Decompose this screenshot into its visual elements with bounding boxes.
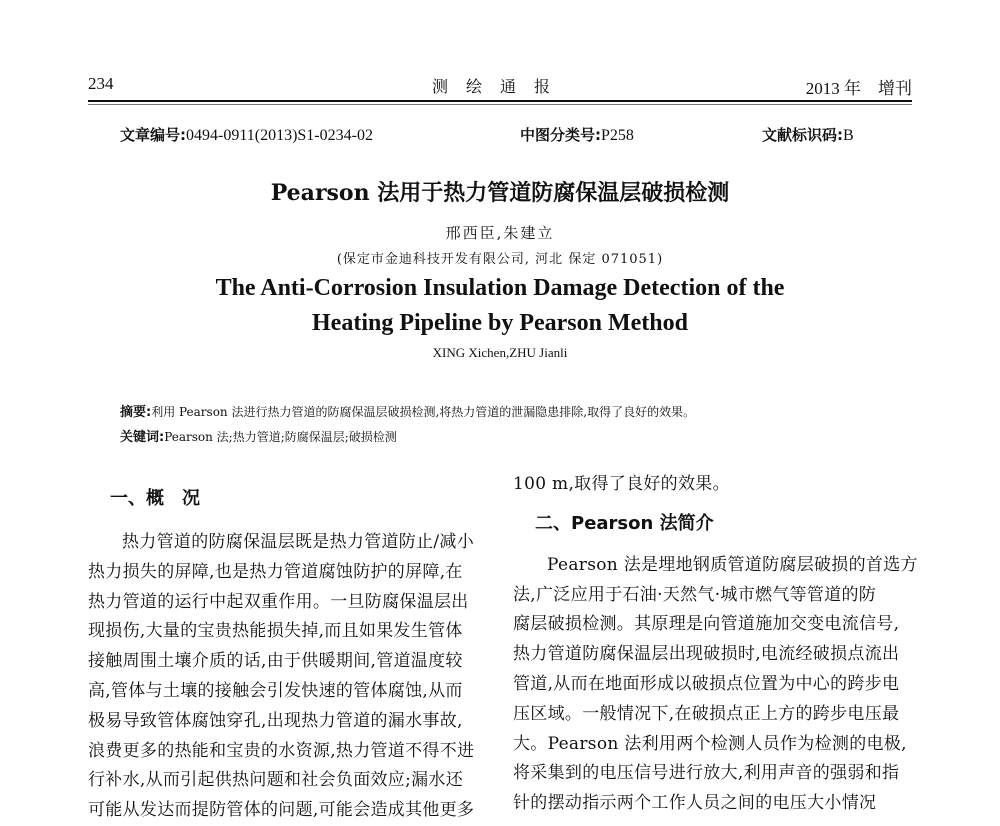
title-english-line-1: The Anti-Corrosion Insulation Damage Detection of the <box>215 275 785 301</box>
keywords <box>120 425 940 450</box>
title-english-line-2: Heating Pipeline by Pearson Method <box>312 310 688 336</box>
title-chinese: Pearson 法用于热力管道防腐保温层破损检测 <box>270 180 730 206</box>
document-code <box>762 124 854 145</box>
doc-code-label: 文献标识码: <box>762 126 843 144</box>
paragraph-line: 行补水,从而引起供热问题和社会负面效应;漏水还 <box>88 770 464 791</box>
abstract <box>120 400 940 425</box>
paragraph-line: 针的摆动指示两个工作人员之间的电压大小情况 <box>513 793 877 814</box>
header-rule-thin <box>88 104 912 105</box>
abstract-label: 摘要: <box>120 405 152 420</box>
paragraph-line: 压区域。一般情况下,在破损点正上方的跨步电压最 <box>513 703 900 724</box>
clc-label: 中图分类号: <box>520 126 601 144</box>
running-header <box>88 74 912 96</box>
section-heading-pearson-intro: 二、Pearson 法简介 <box>535 512 714 534</box>
paragraph-line: 极易导致管体腐蚀穿孔,出现热力管道的漏水事故, <box>88 710 463 731</box>
paragraph-line: 腐层破损检测。其原理是向管道施加交变电流信号, <box>513 614 900 635</box>
paragraph-line: 热力管道的运行中起双重作用。一旦防腐保温层出 <box>88 591 469 612</box>
clc-number <box>520 124 634 145</box>
left-column <box>88 470 493 826</box>
clc-value: P258 <box>601 127 634 144</box>
journal-name: 测绘通报 <box>431 77 568 96</box>
abstract-text: 利用 Pearson 法进行热力管道的防腐保温层破损检测,将热力管道的泄漏隐患排除,取得了良好的效果。 <box>151 405 696 419</box>
continued-paragraph-line: 100 m,取得了良好的效果。 <box>513 474 730 494</box>
affiliation-chinese: (保定市金迪科技开发有限公司, 河北 保定 071051) <box>336 252 664 267</box>
article-metadata <box>120 124 880 146</box>
keywords-text: Pearson 法;热力管道;防腐保温层;破损检测 <box>164 430 397 444</box>
right-column <box>513 470 918 819</box>
paragraph-line: 大。Pearson 法利用两个检测人员作为检测的电极, <box>513 733 907 754</box>
paragraph-line: 高,管体与土壤的接触会引发快速的管体腐蚀,从而 <box>88 680 463 701</box>
paragraph-line: Pearson 法是埋地钢质管道防腐层破损的首选方 <box>547 554 918 575</box>
page-number: 234 <box>88 74 114 93</box>
header-rule <box>88 100 912 102</box>
doc-code-value: B <box>843 127 854 144</box>
section-heading-overview: 一、概 况 <box>110 488 200 509</box>
issue-label: 2013 年 增刊 <box>805 79 912 98</box>
authors-chinese: 邢西臣,朱建立 <box>445 224 555 242</box>
keywords-label: 关键词: <box>120 430 165 445</box>
article-number-label: 文章编号: <box>120 126 186 144</box>
paragraph-line: 热力管道防腐保温层出现破损时,电流经破损点流出 <box>513 644 900 665</box>
paragraph-line: 将采集到的电压信号进行放大,利用声音的强弱和指 <box>513 763 900 784</box>
paragraph-line: 热力损失的屏障,也是热力管道腐蚀防护的屏障,在 <box>88 561 463 582</box>
paragraph-line: 接触周围土壤介质的话,由于供暖期间,管道温度较 <box>88 651 463 672</box>
paragraph-line: 浪费更多的热能和宝贵的水资源,热力管道不得不进 <box>88 740 475 761</box>
article-number <box>120 124 373 145</box>
paragraph-line: 现损伤,大量的宝贵热能损失掉,而且如果发生管体 <box>88 621 463 642</box>
paragraph-line: 法,广泛应用于石油·天然气·城市燃气等管道的防 <box>513 584 877 605</box>
abstract-block <box>120 400 940 450</box>
article-number-value: 0494-0911(2013)S1-0234-02 <box>186 127 373 144</box>
paragraph-line: 可能从发达而提防管体的问题,可能会造成其他更多 <box>88 800 475 821</box>
paragraph-line: 管道,从而在地面形成以破损点位置为中心的跨步电 <box>513 673 900 694</box>
authors-english: XING Xichen,ZHU Jianli <box>432 345 568 360</box>
paragraph-line: 热力管道的防腐保温层既是热力管道防止/减小 <box>122 532 475 552</box>
